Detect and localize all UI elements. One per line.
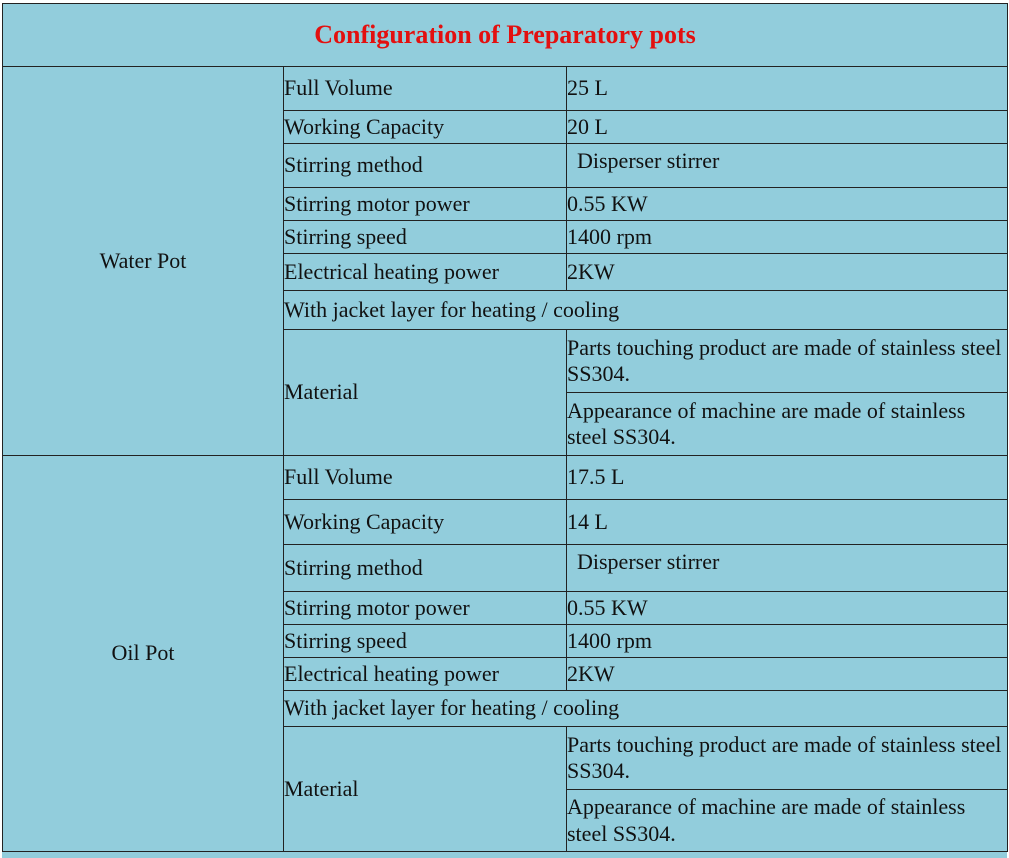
spec-value: Disperser stirrer xyxy=(567,144,1008,188)
spec-label: Working Capacity xyxy=(284,111,567,144)
title-row xyxy=(3,4,1008,67)
spec-value: 0.55 KW xyxy=(567,592,1008,625)
spec-label: Stirring motor power xyxy=(284,592,567,625)
material-value: Appearance of machine are made of stainless steel SS304. xyxy=(567,790,1008,852)
spec-label: Full Volume xyxy=(284,456,567,500)
spec-label: Electrical heating power xyxy=(284,658,567,691)
spec-label: Stirring method xyxy=(284,545,567,592)
spec-value: 14 L xyxy=(567,500,1008,545)
configuration-table xyxy=(2,3,1008,852)
jacket-note: With jacket layer for heating / cooling xyxy=(284,691,1008,727)
group-label-water-pot: Water Pot xyxy=(3,67,284,456)
jacket-note: With jacket layer for heating / cooling xyxy=(284,291,1008,330)
group-label-oil-pot: Oil Pot xyxy=(3,456,284,852)
table-row xyxy=(3,456,1008,500)
material-label: Material xyxy=(284,727,567,852)
spec-label: Stirring speed xyxy=(284,625,567,658)
spec-value: 1400 rpm xyxy=(567,625,1008,658)
spec-label: Stirring method xyxy=(284,144,567,188)
material-label: Material xyxy=(284,330,567,456)
spec-label: Stirring motor power xyxy=(284,188,567,221)
spec-label: Electrical heating power xyxy=(284,254,567,291)
spec-value: 1400 rpm xyxy=(567,221,1008,254)
spec-value: 20 L xyxy=(567,111,1008,144)
spec-label: Stirring speed xyxy=(284,221,567,254)
spec-value: Disperser stirrer xyxy=(567,545,1008,592)
material-value: Parts touching product are made of stainless steel SS304. xyxy=(567,727,1008,790)
material-value: Parts touching product are made of stainless steel SS304. xyxy=(567,330,1008,393)
spec-value: 2KW xyxy=(567,658,1008,691)
spec-value: 0.55 KW xyxy=(567,188,1008,221)
table-title: Configuration of Preparatory pots xyxy=(3,4,1008,67)
spec-value: 25 L xyxy=(567,67,1008,111)
spec-label: Working Capacity xyxy=(284,500,567,545)
material-value: Appearance of machine are made of stainless steel SS304. xyxy=(567,393,1008,456)
spec-label: Full Volume xyxy=(284,67,567,111)
spec-sheet xyxy=(2,3,1007,858)
table-row xyxy=(3,67,1008,111)
spec-value: 17.5 L xyxy=(567,456,1008,500)
spec-value: 2KW xyxy=(567,254,1008,291)
